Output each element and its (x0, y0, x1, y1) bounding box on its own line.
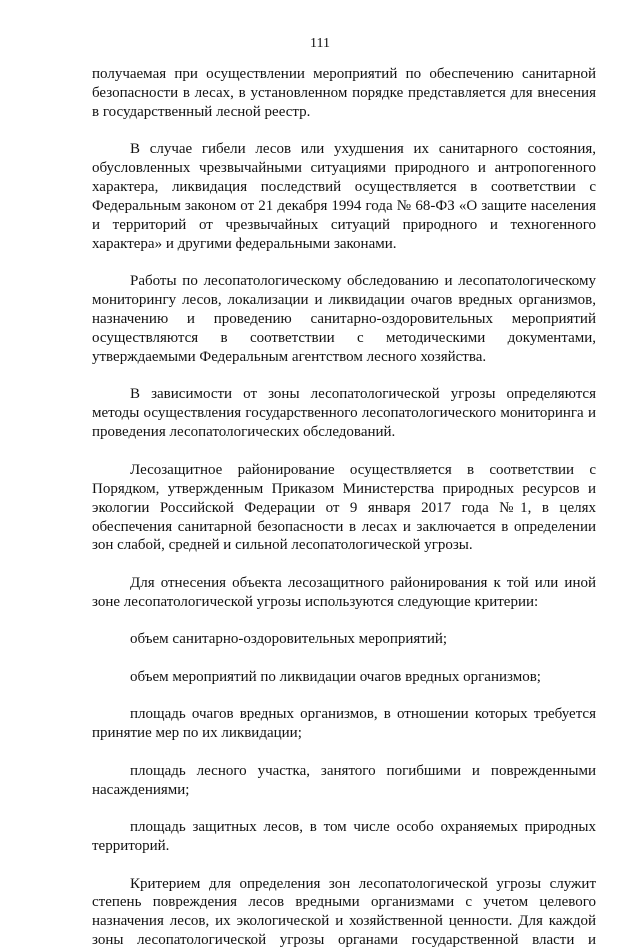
paragraph-criteria-intro: Для отнесения объекта лесозащитного районирования к той или иной зоне лесопатологической угрозы используются следующие критерии: (92, 574, 596, 610)
paragraph-monitoring-works: Работы по лесопатологическому обследованию и лесопатологическому мониторингу лесов, локализации и ликвидации очагов вредных организмов, назначению и проведению санитарно-оздоровительных мероприятий осуществляются в соответствии с методическими документами, утверждаемыми Федеральным агентством лесного хозяйства. (92, 273, 596, 365)
page-number: 111 (310, 36, 330, 51)
paragraph-continuation: получаемая при осуществлении мероприятий по обеспечению санитарной безопасности в лесах, в установленном порядке представляется для внесения в государственный лесной реестр. (92, 66, 596, 120)
criteria-item: площадь лесного участка, занятого погибшими и поврежденными насаждениями; (92, 762, 596, 798)
paragraph-threat-zone-methods: В зависимости от зоны лесопатологической угрозы определяются методы осуществления государственного лесопатологического мониторинга и проведения лесопатологических обследований. (92, 386, 596, 441)
criteria-item: объем мероприятий по ликвидации очагов вредных организмов; (130, 668, 541, 685)
paragraph-zoning: Лесозащитное районирование осуществляется в соответствии с Порядком, утвержденным Приказом Министерства природных ресурсов и экологии Российской Федерации от 9 января 2017 года №1, в целях обеспечения санитарной безопасности в лесах и заключается в определении зон слабой, средней и сильной лесопатологической угрозы. (92, 461, 596, 554)
criteria-item: площадь очагов вредных организмов, в отношении которых требуется принятие мер по их ликвидации; (92, 706, 596, 742)
criteria-item: площадь защитных лесов, в том числе особо охраняемых природных территорий. (92, 819, 596, 855)
paragraph-criterion-definition: Критерием для определения зон лесопатологической угрозы служит степень повреждения лесов вредными организмами с учетом целевого назначения лесов, их экологической и хозяйственной ценности. Для каждой зоны лесопатологической угрозы органами государственной власти и (92, 875, 596, 949)
paragraph-forest-death: В случае гибели лесов или ухудшения их санитарного состояния, обусловленных чрезвычайными ситуациями природного и антропогенного характера, ликвидация последствий осуществляется в соответствии с Федеральным законом от 21 декабря 1994 года № 68-ФЗ «О защите населения и территорий от чрезвычайных ситуаций природного и техногенного характера» и другими федеральными законами. (92, 141, 596, 252)
criteria-item: объем санитарно-оздоровительных мероприятий; (130, 631, 448, 648)
document-body (92, 65, 596, 950)
